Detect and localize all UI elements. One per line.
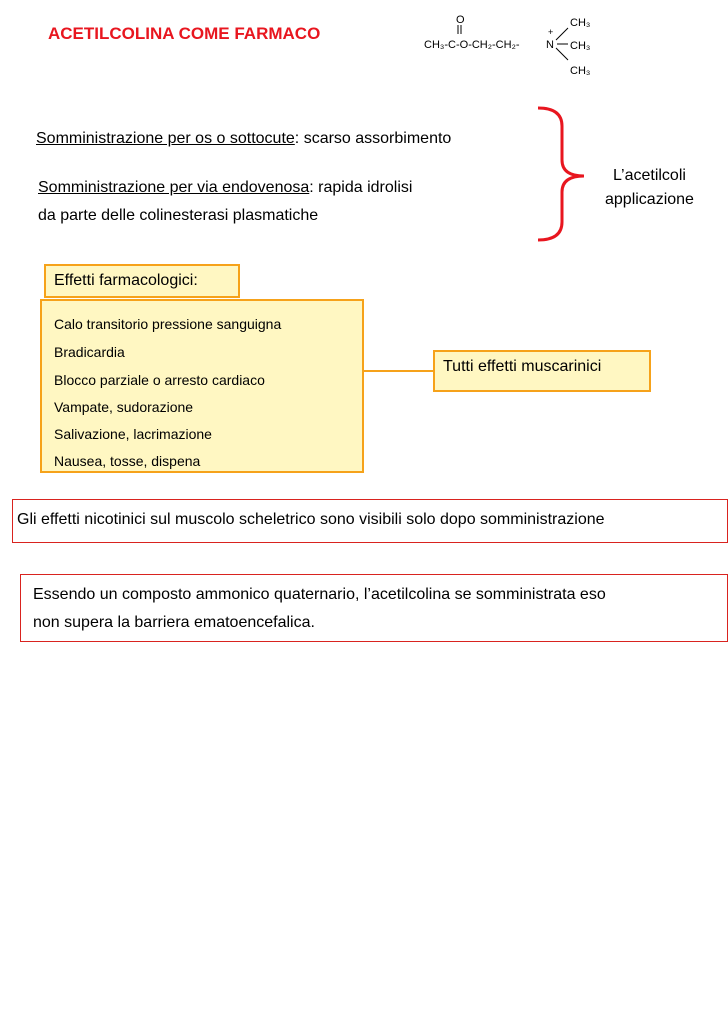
conclusion-text [605,164,694,212]
iv-administration-effect: : rapida idrolisi [309,179,413,196]
curly-brace [532,104,592,244]
formula-ch3-mid: CH₃ [570,40,591,52]
connector-line [364,370,434,372]
iv-administration-term: Somministrazione per via endovenosa [38,179,310,196]
effect-item: Blocco parziale o arresto cardiaco [54,372,265,388]
nicotinic-effects-box: Gli effetti nicotinici sul muscolo scheletrico sono visibili solo dopo somministrazione [12,499,728,543]
formula-ch3-bottom: CH₃ [570,65,591,77]
effect-item: Vampate, sudorazione [54,399,194,415]
conclusion-line-2: applicazione [605,191,694,208]
page-title: ACETILCOLINA COME FARMACO [48,24,321,43]
effect-item: Bradicardia [54,344,125,360]
iv-administration-line [38,178,412,198]
conclusion-line-1: L’acetilcoli [613,167,686,184]
effect-item: Nausea, tosse, dispena [54,453,201,469]
iv-administration-line-2: da parte delle colinesterasi plasmatiche [38,207,319,224]
effect-item: Salivazione, lacrimazione [54,426,212,442]
oral-administration-term: Somministrazione per os o sottocute [36,130,295,147]
oral-administration-line [36,129,451,149]
quaternary-line-2: non supera la barriera ematoencefalica. [33,614,315,631]
formula-bond-bottom [556,48,568,60]
formula-ch3-top: CH₃ [570,17,591,29]
effects-label: Effetti farmacologici: [44,264,240,298]
formula-oxygen: O [456,14,465,26]
formula-bond-top [556,28,568,40]
quaternary-line-1: Essendo un composto ammonico quaternario, l’acetilcolina se somministrata eso [33,586,606,603]
muscarinic-effects-box: Tutti effetti muscarinici [433,350,651,392]
acetylcholine-structural-formula [420,4,605,84]
formula-charge: + [548,27,554,37]
formula-nitrogen: N [546,39,554,51]
effects-list [40,299,364,473]
formula-main-chain: CH₃-C-O-CH₂-CH₂- [424,39,520,51]
effect-item: Calo transitorio pressione sanguigna [54,316,282,332]
oral-administration-effect: : scarso assorbimento [294,130,452,147]
quaternary-ammonium-box [20,574,728,642]
